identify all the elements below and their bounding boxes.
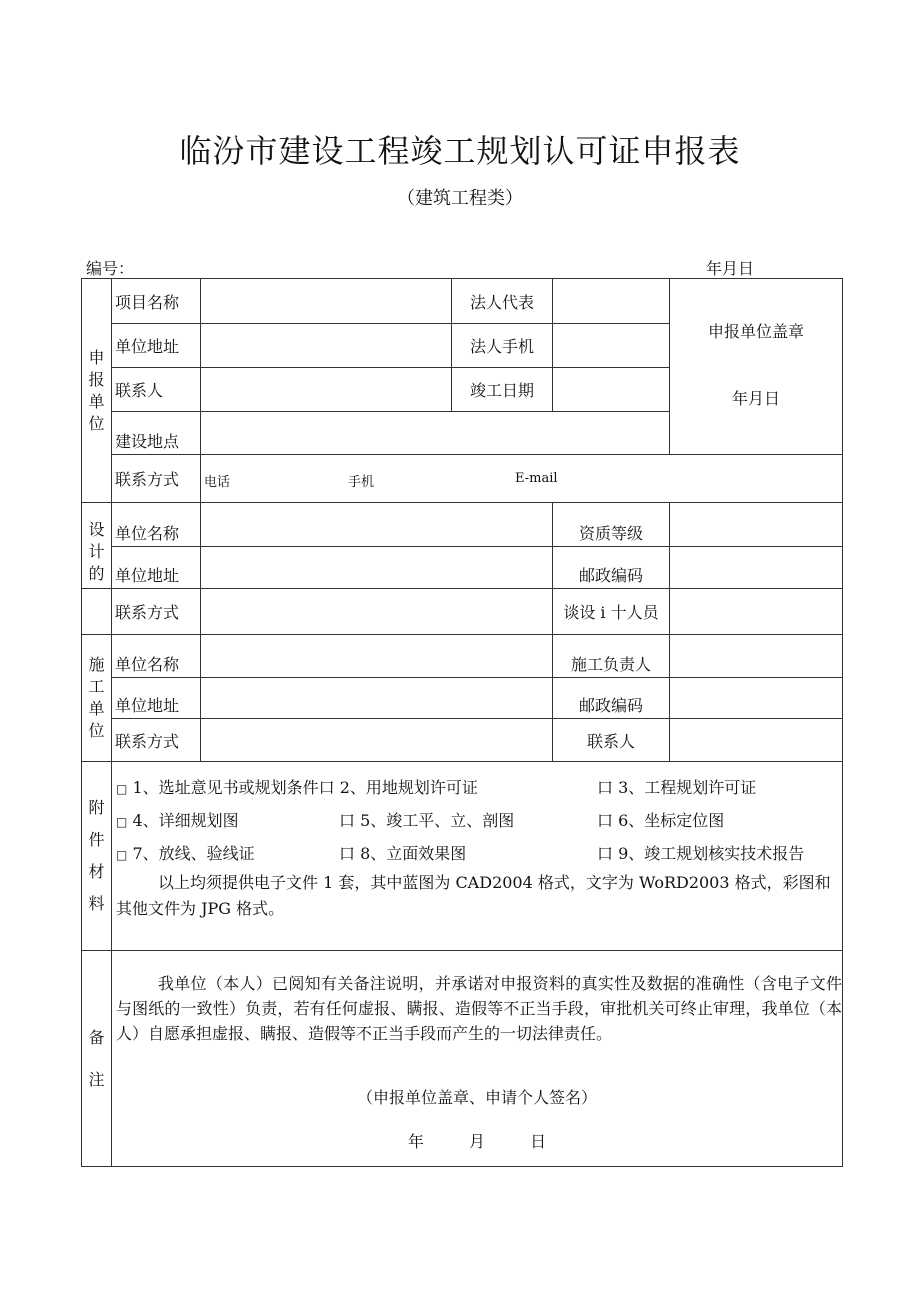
construction-section-label: 施 工 单 位 <box>82 635 112 762</box>
construction-unit-address-field[interactable] <box>201 678 553 719</box>
construction-postal-code-field[interactable] <box>670 678 843 719</box>
remarks-section-label: 备 注 <box>82 951 112 1167</box>
legal-phone-label: 法人手机 <box>452 324 553 368</box>
checkbox-icon[interactable]: □ <box>116 848 128 862</box>
attachment-item[interactable]: 口 6、坐标定位图 <box>597 811 725 830</box>
attachments-content <box>112 762 843 951</box>
mobile-label: 手机 <box>348 475 375 490</box>
construction-contact-label: 联系方式 <box>112 719 201 762</box>
design-postal-code-field[interactable] <box>670 547 843 589</box>
construction-site-label: 建设地点 <box>112 412 201 455</box>
attachments-section-label: 附 件 材 料 <box>82 762 112 951</box>
contact-person-label: 联系人 <box>112 368 201 412</box>
legal-phone-field[interactable] <box>553 324 670 368</box>
construction-contact-field[interactable] <box>201 719 553 762</box>
unit-address-field[interactable] <box>201 324 452 368</box>
completion-date-field[interactable] <box>553 368 670 412</box>
phone-label: 电话 <box>204 475 231 490</box>
construction-unit-name-label: 单位名称 <box>112 635 201 678</box>
project-name-field[interactable] <box>201 279 452 324</box>
design-label-blank <box>82 589 112 635</box>
design-contact-field[interactable] <box>201 589 553 635</box>
attachment-item[interactable]: 口 8、立面效果图 <box>339 844 467 863</box>
design-unit-name-field[interactable] <box>201 503 553 547</box>
construction-unit-name-field[interactable] <box>201 635 553 678</box>
seal-label: 申报单位盖章 <box>707 322 804 341</box>
design-contact-label: 联系方式 <box>112 589 201 635</box>
attachment-item[interactable]: □ 7、放线、验线证 <box>116 844 255 863</box>
header-date: 年月日 <box>706 259 755 278</box>
attachment-note: 以上均须提供电子文件 1 套，其中蓝图为 CAD2004 格式，文字为 WoRD2003 格式，彩图和其他文件为 JPG 格式。 <box>116 873 831 918</box>
construction-manager-field[interactable] <box>670 635 843 678</box>
design-unit-address-label: 单位地址 <box>112 547 201 589</box>
designer-field[interactable] <box>670 589 843 635</box>
attachment-item[interactable]: 口 3、工程规划许可证 <box>597 778 757 797</box>
design-postal-code-label: 邮政编码 <box>553 547 670 589</box>
applicant-section-label: 申 报 单 位 <box>82 279 112 503</box>
completion-date-label: 竣工日期 <box>452 368 553 412</box>
remarks-content <box>112 951 843 1167</box>
checkbox-icon[interactable]: □ <box>116 815 128 829</box>
qualification-field[interactable] <box>670 503 843 547</box>
designer-label: 谈设 i 十人员 <box>553 589 670 635</box>
attachment-item[interactable]: 口 9、竣工规划核实技术报告 <box>597 844 805 863</box>
construction-manager-label: 施工负责人 <box>553 635 670 678</box>
checkbox-icon[interactable]: 口 <box>597 844 614 863</box>
signature-note: （申报单位盖章、申请个人签名） <box>356 1088 597 1107</box>
construction-postal-code-label: 邮政编码 <box>553 678 670 719</box>
page-subtitle: （建筑工程类） <box>397 188 523 209</box>
design-section-label: 设 计 的 <box>82 503 112 589</box>
project-name-label: 项目名称 <box>112 279 201 324</box>
applicant-contact-field[interactable] <box>201 455 843 503</box>
checkbox-icon[interactable]: 口 <box>339 811 356 830</box>
email-label: E-mail <box>515 471 558 486</box>
construction-unit-address-label: 单位地址 <box>112 678 201 719</box>
contact-person-field[interactable] <box>201 368 452 412</box>
design-unit-address-field[interactable] <box>201 547 553 589</box>
qualification-label: 资质等级 <box>553 503 670 547</box>
legal-rep-field[interactable] <box>553 279 670 324</box>
construction-contact-person-field[interactable] <box>670 719 843 762</box>
seal-date: 年月日 <box>731 389 780 408</box>
construction-contact-person-label: 联系人 <box>553 719 670 762</box>
checkbox-icon[interactable]: 口 <box>597 778 614 797</box>
number-label: 编号： <box>86 259 135 278</box>
design-unit-name-label: 单位名称 <box>112 503 201 547</box>
legal-rep-label: 法人代表 <box>452 279 553 324</box>
attachment-item[interactable]: □ 4、详细规划图 <box>116 811 239 830</box>
checkbox-icon[interactable]: 口 <box>597 811 614 830</box>
attachment-item[interactable]: 口 5、竣工平、立、剖图 <box>339 811 515 830</box>
signature-date[interactable]: 年 月 日 <box>407 1132 547 1151</box>
applicant-seal-area <box>670 279 843 455</box>
page-title: 临汾市建设工程竣工规划认可证申报表 <box>179 132 741 170</box>
unit-address-label: 单位地址 <box>112 324 201 368</box>
checkbox-icon[interactable]: 口 <box>339 844 356 863</box>
attachment-item[interactable]: □ 1、选址意见书或规划条件口 2、用地规划许可证 <box>116 778 478 797</box>
construction-site-field[interactable] <box>201 412 670 455</box>
remarks-statement: 我单位（本人）已阅知有关备注说明，并承诺对申报资料的真实性及数据的准确性（含电子文件与图纸的一致性）负责，若有任何虚报、瞒报、造假等不正当手段，审批机关可终止审理，我单位（本人）自愿承担虚报、瞒报、造假等不正当手段而产生的一切法律责任。 <box>116 974 842 1043</box>
checkbox-icon[interactable]: □ <box>116 782 128 796</box>
applicant-contact-label: 联系方式 <box>112 455 201 503</box>
application-form <box>81 278 843 1167</box>
